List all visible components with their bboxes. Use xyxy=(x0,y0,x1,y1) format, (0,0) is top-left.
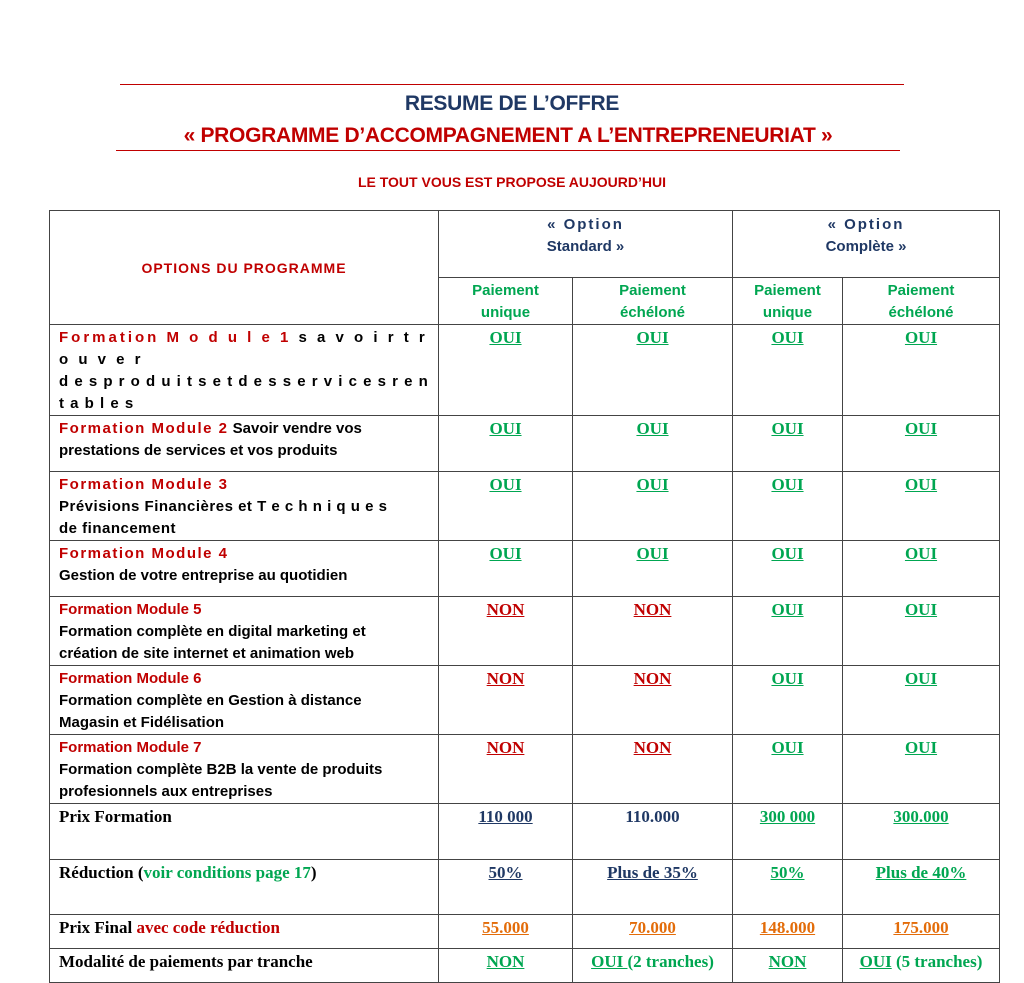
value-cell: NON xyxy=(733,949,843,983)
prix-formation-label: Prix Formation xyxy=(50,804,439,860)
module-cell: Formation M o d u l e 1 s a v o i r t r o u v e r d e s p r o d u i t s e t d e s s e r v i c e s r e n t a b l e s xyxy=(50,325,439,416)
value-cell: OUI xyxy=(843,597,1000,666)
value-cell: OUI xyxy=(439,541,573,597)
value-cell: 300 000 xyxy=(733,804,843,860)
value-cell: OUI xyxy=(733,325,843,416)
table-row xyxy=(50,541,1000,597)
pay-echelone-header: Paiement échéloné xyxy=(573,278,733,325)
offer-table xyxy=(49,210,1000,983)
value-cell: NON xyxy=(439,735,573,804)
table-row xyxy=(50,666,1000,735)
table-row xyxy=(50,949,1000,983)
value-cell: 55.000 xyxy=(439,915,573,949)
module-cell: Formation Module 7 Formation complète B2B la vente de produits profesionnels aux entreprises xyxy=(50,735,439,804)
value-cell: Plus de 40% xyxy=(843,860,1000,915)
value-cell: OUI xyxy=(733,597,843,666)
value-cell: OUI xyxy=(733,541,843,597)
top-divider xyxy=(120,84,904,85)
module-cell: Formation Module 2 Savoir vendre vos prestations de services et vos produits xyxy=(50,416,439,472)
standard-line2: Standard » xyxy=(546,238,625,255)
value-cell: 110 000 xyxy=(439,804,573,860)
value-cell: OUI xyxy=(733,735,843,804)
value-cell: NON xyxy=(573,735,733,804)
value-cell: OUI xyxy=(843,416,1000,472)
pay-unique-header: Paiement unique xyxy=(733,278,843,325)
module-cell: Formation Module 6 Formation complète en Gestion à distance Magasin et Fidélisation xyxy=(50,666,439,735)
module-cell: Formation Module 5 Formation complète en digital marketing et création de site internet et animation web xyxy=(50,597,439,666)
value-cell: OUI xyxy=(439,325,573,416)
value-cell: OUI xyxy=(843,472,1000,541)
value-cell: OUI xyxy=(733,416,843,472)
complete-line2: Complète » xyxy=(825,238,907,255)
value-cell: 148.000 xyxy=(733,915,843,949)
complete-line1: « Option xyxy=(827,216,905,233)
page-title: RESUME DE L’OFFRE xyxy=(404,92,620,115)
reduction-label: Réduction (voir conditions page 17) xyxy=(50,860,439,915)
table-row xyxy=(50,416,1000,472)
value-cell: OUI xyxy=(573,472,733,541)
value-cell: OUI xyxy=(843,735,1000,804)
modalite-label: Modalité de paiements par tranche xyxy=(50,949,439,983)
module-cell: Formation Module 3 Prévisions Financières et T e c h n i q u e s de financement xyxy=(50,472,439,541)
value-cell: NON xyxy=(573,597,733,666)
value-cell: OUI xyxy=(733,666,843,735)
value-cell: OUI xyxy=(843,666,1000,735)
table-row xyxy=(50,597,1000,666)
table-row xyxy=(50,804,1000,860)
complete-option-header xyxy=(733,211,1000,278)
value-cell: NON xyxy=(439,666,573,735)
value-cell: OUI xyxy=(439,472,573,541)
module-cell: Formation Module 4 Gestion de votre entreprise au quotidien xyxy=(50,541,439,597)
value-cell: Plus de 35% xyxy=(573,860,733,915)
standard-option-header xyxy=(439,211,733,278)
value-cell: OUI xyxy=(843,325,1000,416)
value-cell: 70.000 xyxy=(573,915,733,949)
options-header: OPTIONS DU PROGRAMME xyxy=(50,211,439,325)
pay-unique-header: Paiement unique xyxy=(439,278,573,325)
page-subtitle: « PROGRAMME D’ACCOMPAGNEMENT A L’ENTREPRENEURIAT » xyxy=(183,124,833,147)
value-cell: 110.000 xyxy=(573,804,733,860)
value-cell: NON xyxy=(439,949,573,983)
value-cell: OUI xyxy=(733,472,843,541)
value-cell: 50% xyxy=(439,860,573,915)
value-cell: NON xyxy=(439,597,573,666)
value-cell: OUI xyxy=(573,416,733,472)
value-cell: 50% xyxy=(733,860,843,915)
table-row xyxy=(50,860,1000,915)
value-cell: OUI (2 tranches) xyxy=(573,949,733,983)
value-cell: 300.000 xyxy=(843,804,1000,860)
value-cell: OUI xyxy=(439,416,573,472)
pay-echelone-header: Paiement échéloné xyxy=(843,278,1000,325)
prix-final-label: Prix Final avec code réduction xyxy=(50,915,439,949)
value-cell: 175.000 xyxy=(843,915,1000,949)
value-cell: OUI xyxy=(843,541,1000,597)
tagline: LE TOUT VOUS EST PROPOSE AUJOURD’HUI xyxy=(357,174,667,190)
value-cell: OUI xyxy=(573,541,733,597)
value-cell: OUI (5 tranches) xyxy=(843,949,1000,983)
conditions-link[interactable]: voir conditions page 17 xyxy=(143,863,311,882)
table-row xyxy=(50,472,1000,541)
table-row xyxy=(50,915,1000,949)
subtitle-underline xyxy=(116,150,900,151)
value-cell: OUI xyxy=(573,325,733,416)
standard-line1: « Option xyxy=(547,216,624,233)
table-row xyxy=(50,735,1000,804)
table-row xyxy=(50,325,1000,416)
value-cell: NON xyxy=(573,666,733,735)
